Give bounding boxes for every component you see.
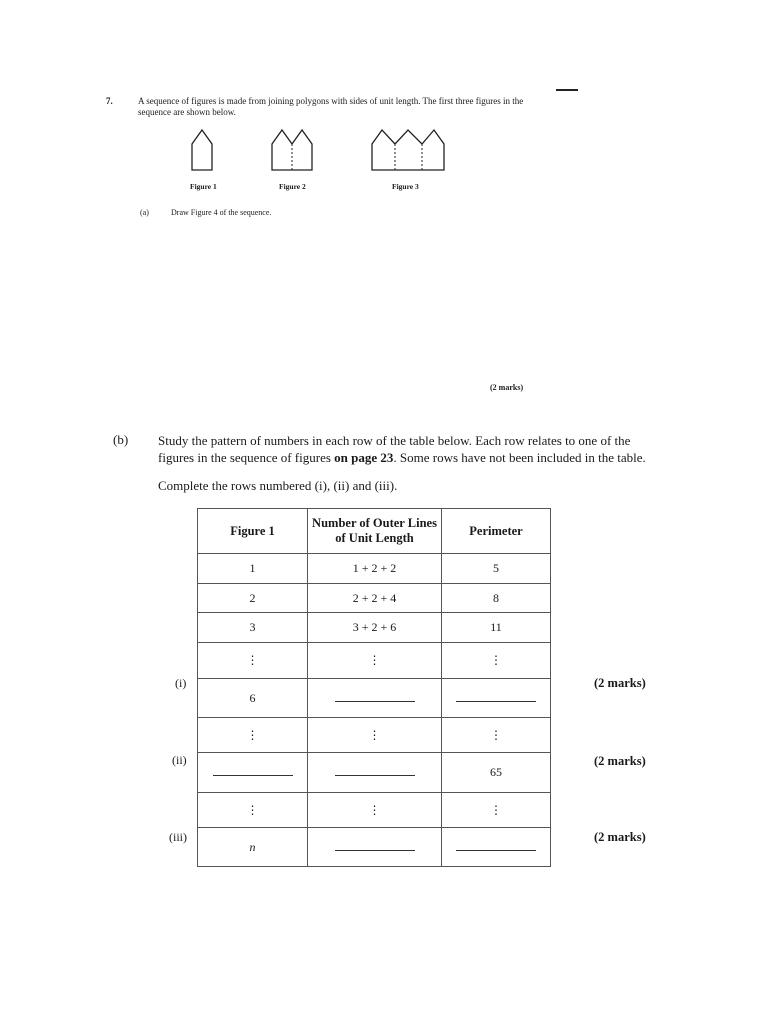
row-iii-marks: (2 marks) [594, 830, 646, 844]
part-b-label: (b) [113, 432, 129, 447]
ellipsis: ⋮ [368, 653, 381, 667]
table-cell: 3 + 2 + 6 [308, 613, 442, 643]
answer-blank-iii-perimeter[interactable] [456, 849, 536, 851]
table-cell: 2 [198, 584, 308, 613]
table-row [198, 554, 551, 584]
ellipsis: ⋮ [368, 727, 381, 742]
figure-2-label: Figure 2 [279, 182, 306, 191]
table-cell: 3 [198, 613, 308, 643]
row-i-marks: (2 marks) [594, 676, 646, 690]
row-ii [198, 753, 551, 793]
ellipsis: ⋮ [490, 653, 502, 667]
table-cell: 6 [198, 679, 308, 718]
table-cell: n [198, 828, 308, 867]
part-b-instruction: Complete the rows numbered (i), (ii) and (iii). [158, 478, 398, 493]
row-i-label: (i) [175, 676, 187, 690]
question-number: 7. [106, 96, 113, 106]
question-text: A sequence of figures is made from joining polygons with sides of unit length. The first three figures in the sequence are shown below. [138, 96, 524, 117]
row-iii [198, 828, 551, 867]
figure-3-shape [372, 130, 444, 170]
row-ii-marks: (2 marks) [594, 754, 646, 768]
answer-blank-ii-outer[interactable] [335, 774, 415, 776]
header-outer-lines: Number of Outer Lines of Unit Length [308, 509, 442, 554]
answer-blank-i-outer[interactable] [335, 700, 415, 702]
table-cell: 8 [442, 584, 551, 613]
part-a-label: (a) [140, 208, 149, 217]
figure-1-label: Figure 1 [190, 182, 217, 191]
figure-3-label: Figure 3 [392, 182, 419, 191]
ellipsis-row [198, 643, 551, 679]
table-cell: 65 [442, 753, 551, 793]
row-iii-label: (iii) [169, 830, 187, 844]
table-cell: 5 [442, 554, 551, 584]
row-i [198, 679, 551, 718]
ellipsis: ⋮ [368, 802, 381, 817]
page-corner-dash [556, 89, 578, 91]
row-ii-label: (ii) [172, 753, 187, 767]
answer-blank-ii-figure[interactable] [213, 774, 293, 776]
answer-blank-i-perimeter[interactable] [456, 700, 536, 702]
table-cell: 1 [198, 554, 308, 584]
table-cell: 2 + 2 + 4 [308, 584, 442, 613]
part-b-text: Study the pattern of numbers in each row of the table below. Each row relates to one of the figures in the sequence of figures on page 23. Some rows have not been included in the table. [158, 433, 646, 465]
ellipsis: ⋮ [246, 727, 259, 742]
figure-1-shape [192, 130, 212, 170]
table-cell: 11 [442, 613, 551, 643]
header-perimeter: Perimeter [442, 509, 551, 554]
part-a-text: Draw Figure 4 of the sequence. [171, 208, 272, 217]
answer-blank-iii-outer[interactable] [335, 849, 415, 851]
sequence-figures [180, 120, 470, 195]
table-row [198, 584, 551, 613]
header-figure: Figure 1 [198, 509, 308, 554]
table-cell: 1 + 2 + 2 [308, 554, 442, 584]
table-row [198, 613, 551, 643]
part-a-marks: (2 marks) [490, 383, 524, 392]
table-header-row [198, 509, 551, 554]
ellipsis: ⋮ [490, 727, 502, 742]
ellipsis: ⋮ [490, 802, 502, 817]
pattern-table [197, 508, 551, 867]
ellipsis: ⋮ [246, 653, 259, 667]
ellipsis-row [198, 718, 551, 753]
ellipsis: ⋮ [246, 802, 259, 817]
ellipsis-row [198, 793, 551, 828]
